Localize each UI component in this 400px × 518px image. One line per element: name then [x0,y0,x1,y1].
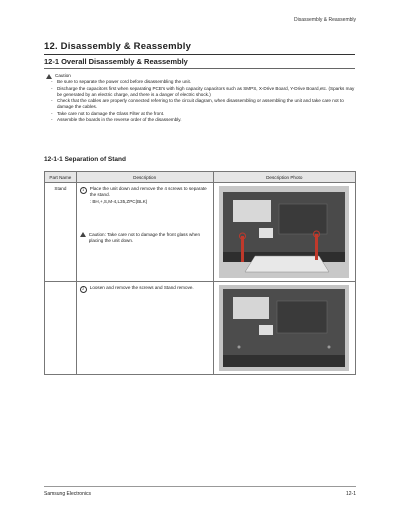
header-description: Description [76,172,213,183]
footer-company: Samsung Electronics [44,491,91,497]
photo-cell [213,183,356,282]
page-number: 12-1 [345,491,356,497]
warning-icon [80,232,86,237]
section-title: 12. Disassembly & Reassembly [44,41,355,55]
subsubsection-title: 12-1-1 Separation of Stand [44,156,126,163]
caution-item: - Be sure to separate the power cord before disassembling the unit. [54,79,356,85]
part-name-cell [45,282,77,375]
procedure-table [44,171,356,375]
caution-item: - Discharge the capacitors first when separating PCB's with high capacity capacitors such as SMPS, X-Drive Board, Y-Drive Board,etc. (Sparks may be generated by an electric charge, and there is a danger of electric shock.) [54,86,356,99]
stand-removed-photo [219,285,349,371]
table-header-row [45,172,356,183]
photo-cell [213,282,356,375]
step-number: 1 [80,187,87,194]
step-number: 2 [80,286,87,293]
header-part-name: Part Name [45,172,77,183]
caution-title: Caution [55,73,71,78]
step-caution: Caution: Take care not to damage the front glass when placing the unit down. [88,232,201,243]
table-row [45,183,356,282]
caution-item: - Assemble the boards in the reverse order of the disassembly. [54,117,356,123]
caution-item: - Check that the cables are properly connected referring to the circuit diagram, when disassembling or assembling the unit and take care not to damage the cables. [54,98,356,111]
header-chapter: Disassembly & Reassembly [294,17,356,23]
caution-item: - Take care not to damage the Glass Filter at the front. [54,111,356,117]
description-cell [76,282,213,375]
caution-block [46,73,356,123]
stand-removal-photo [219,186,349,278]
table-row [45,282,356,375]
description-cell [76,183,213,282]
warning-icon [46,74,52,79]
part-name-cell: Stand [45,183,77,282]
subsection-title: 12-1 Overall Disassembly & Reassembly [44,57,355,69]
step-text: Place the unit down and remove the 4 screws to separate the stand. [89,186,207,197]
step-text: Loosen and remove the screws and Stand remove. [89,285,194,290]
caution-list [46,79,356,123]
header-photo: Description Photo [213,172,356,183]
screw-spec: : BH,+,S,M-4,L35,ZPC(BLK) [89,199,148,204]
footer-divider [44,486,356,487]
